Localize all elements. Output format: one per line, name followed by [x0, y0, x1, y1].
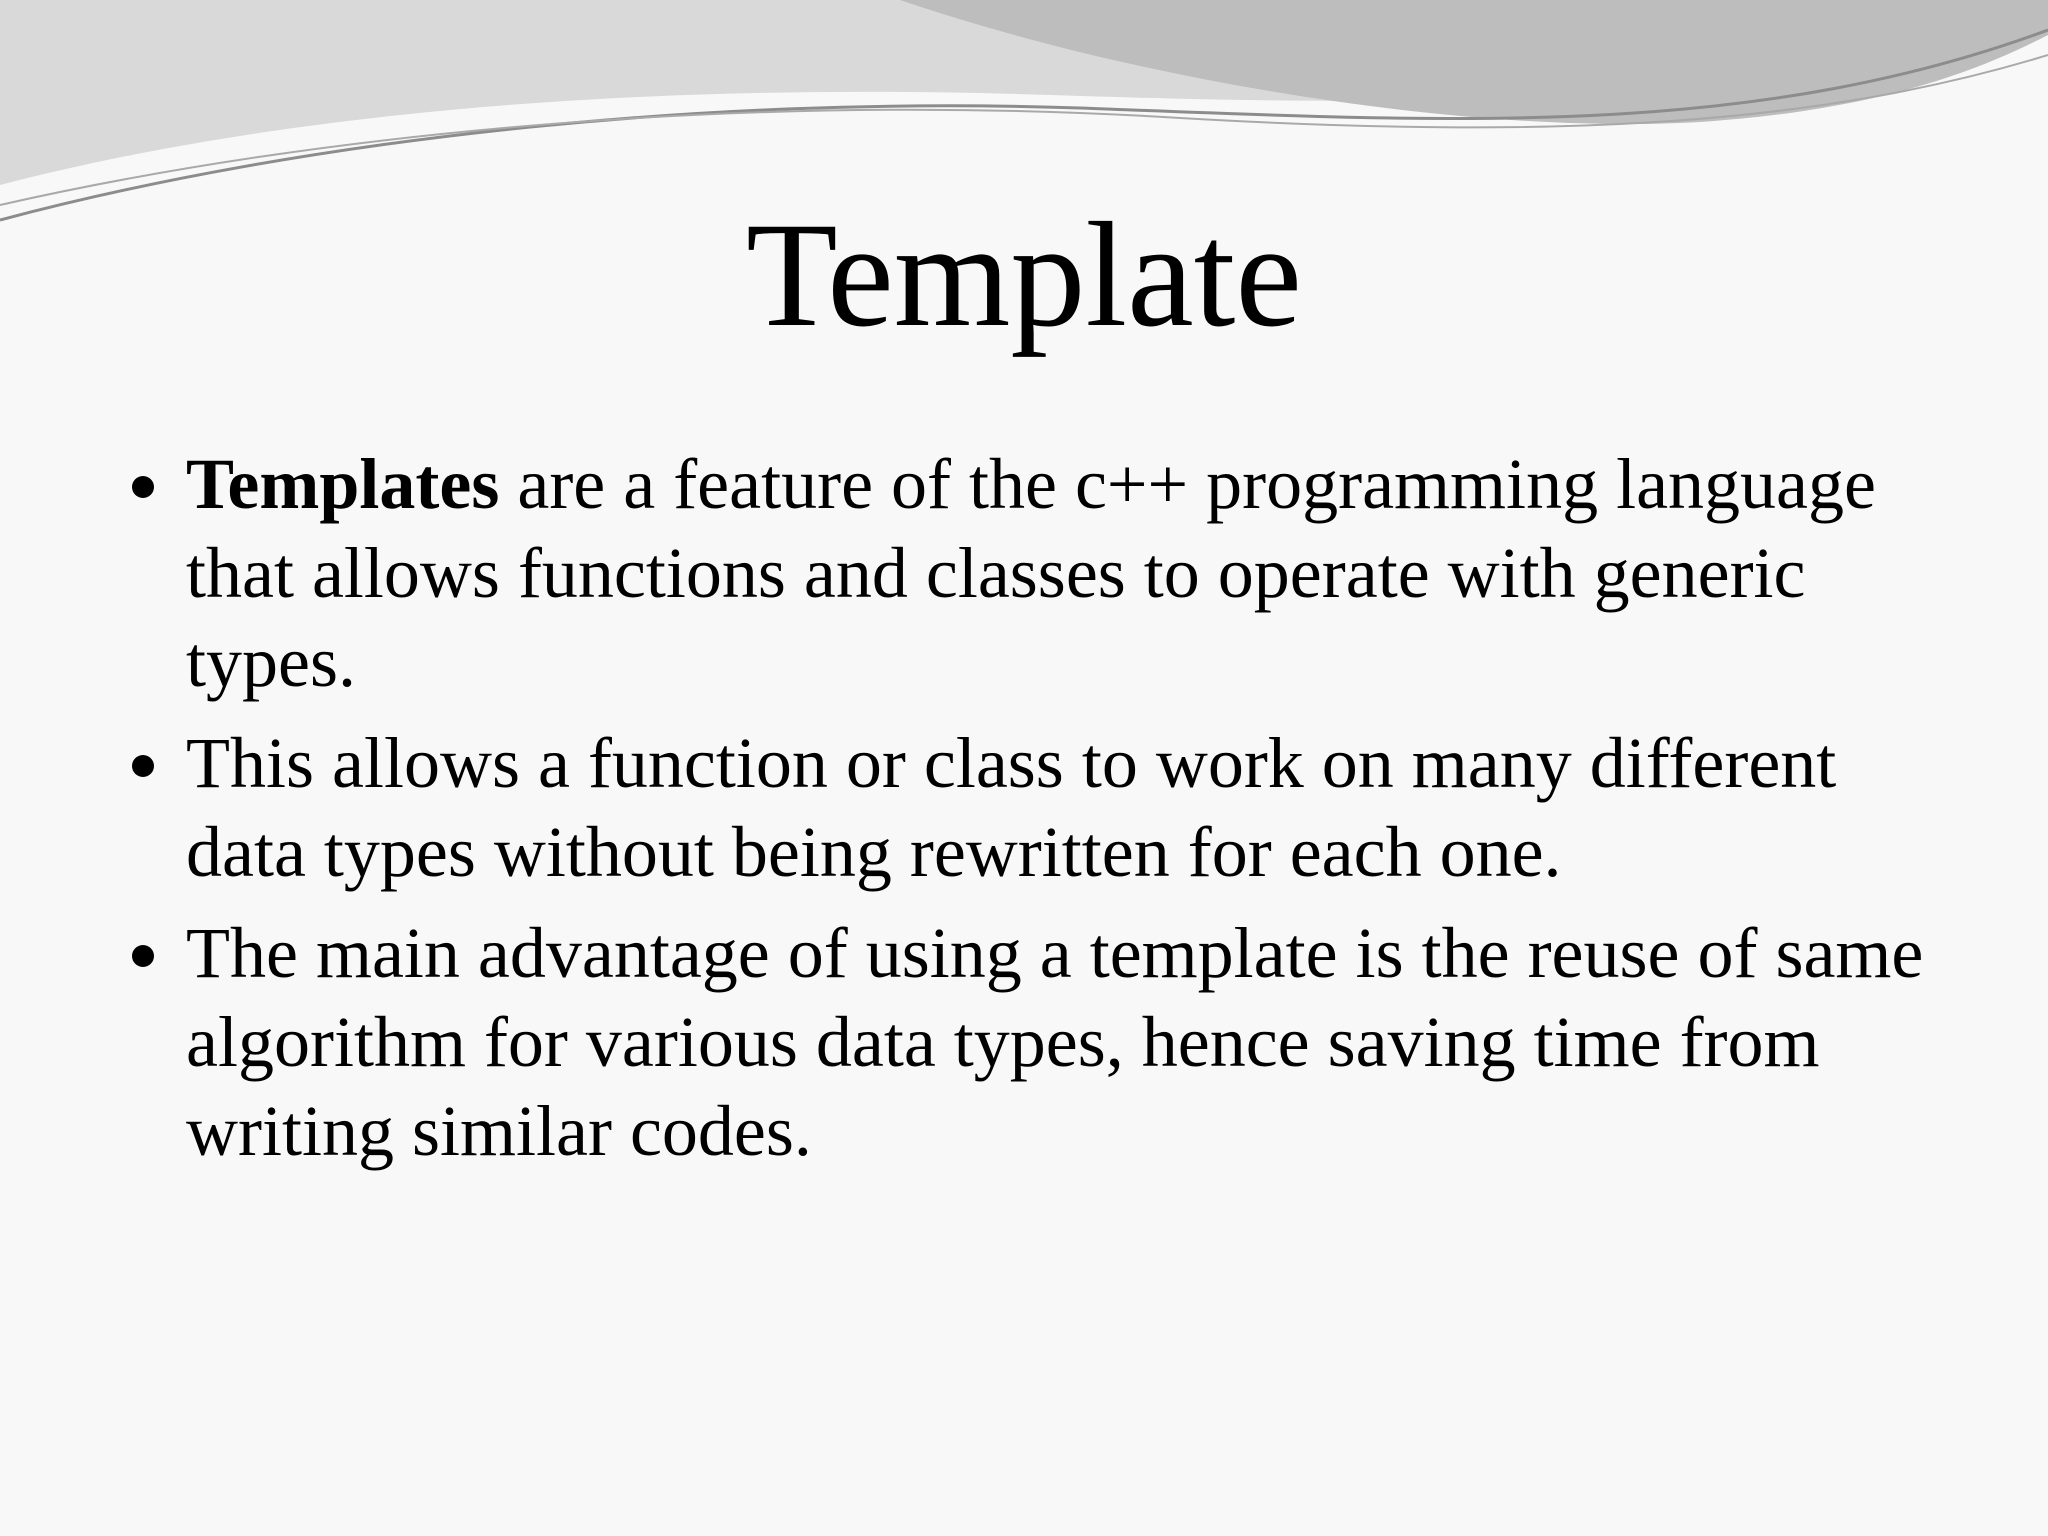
bullet-item-1 [128, 440, 1948, 707]
bullet-item-2 [128, 719, 1948, 897]
bullet-dot-icon [132, 945, 154, 967]
bullet-dot-icon [132, 476, 154, 498]
bullet-text: This allows a function or class to work on many different data types without being rewritten for each one. [186, 723, 1837, 892]
bullet-item-3 [128, 909, 1948, 1176]
bullet-bold-term: Templates [186, 444, 500, 524]
bullet-text: are a feature of the c++ programming language that allows functions and classes to operate with generic types. [186, 444, 1876, 702]
slide-title: Template [746, 192, 1302, 358]
bullet-list [128, 440, 1948, 1188]
bullet-text: The main advantage of using a template is the reuse of same algorithm for various data types, hence saving time from writing similar codes. [186, 913, 1924, 1171]
bullet-dot-icon [132, 755, 154, 777]
